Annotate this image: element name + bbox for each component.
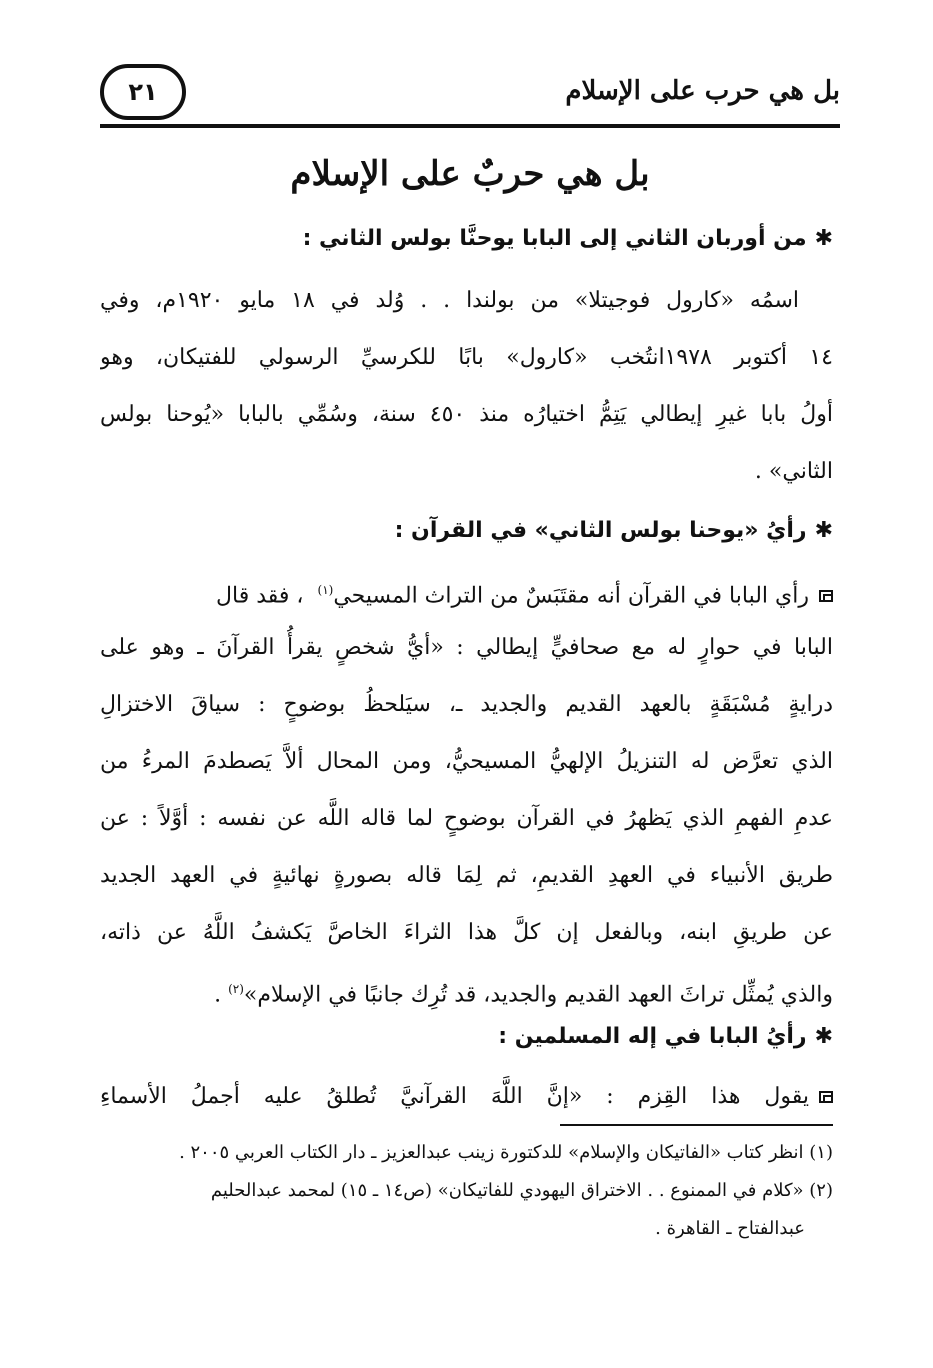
square-bullet-icon	[819, 590, 833, 602]
running-title: بل هي حرب على الإسلام	[565, 76, 840, 106]
footnote-mark-1: (١)	[317, 583, 334, 597]
asterisk-icon: ✱	[814, 1024, 833, 1049]
section-heading-2	[100, 518, 833, 543]
text-line	[100, 562, 833, 619]
section-heading-text: رأيُ «يوحنا بولس الثاني» في القرآن :	[394, 518, 807, 543]
paragraph-3	[100, 1068, 833, 1125]
text-line-content: والذي يُمثِّل تراثَ العهد القديم والجديد، قد تُرِك جانبًا في الإسلام»	[243, 982, 833, 1008]
section-heading-text: من أوربان الثاني إلى البابا يوحنَّا بولس الثاني :	[302, 226, 807, 251]
text-line: عن طريقِ ابنه، وبالفعل إن كلَّ هذا الثراءَ الخاصَّ يَكشفُ اللَّهُ عن ذاته،	[100, 920, 833, 945]
paragraph-2	[100, 562, 833, 1018]
header-rule	[100, 124, 840, 128]
text-line: الذي تعرَّض له التنزيلُ الإلهيُّ المسيحيُّ، ومن المحال ألاَّ يَصطدمَ المرءُ من	[100, 749, 833, 774]
section-heading-text: رأيُ البابا في إله المسلمين :	[498, 1024, 807, 1049]
footnote-mark-2: (٢)	[228, 982, 244, 996]
text-line: طريق الأنبياء في العهدِ القديمِ، ثم لِمَا قاله بصورةٍ نهائيةٍ في العهد الجديد	[100, 863, 833, 888]
text-line-tail: ، فقد قال	[216, 583, 304, 609]
asterisk-icon: ✱	[814, 518, 833, 543]
text-line: الثاني» .	[754, 459, 833, 484]
asterisk-icon: ✱	[814, 226, 833, 251]
footnotes	[100, 1134, 833, 1248]
footnote-2: (٢) «كلام في الممنوع . . الاختراق اليهودي للفاتيكان» (ص١٤ ـ ١٥) لمحمد عبدالحليم	[210, 1180, 833, 1201]
text-line: والذي يُمثِّل تراثَ العهد القديم والجديد، قد تُرِك جانبًا في الإسلام»$^{(٢)}$ .	[214, 982, 833, 1008]
square-bullet-icon	[819, 1091, 833, 1103]
footnote-rule	[560, 1124, 833, 1126]
text-line-content: رأي البابا في القرآن أنه مقتَبَسٌ من التراث المسيحي	[333, 583, 809, 609]
footnote-2-continued: عبدالفتاح ـ القاهرة .	[655, 1218, 805, 1239]
text-line	[100, 1068, 833, 1125]
section-heading-3	[100, 1024, 833, 1049]
text-line: البابا في حوارٍ له مع صحافيٍّ إيطالي : «أيُّ شخصٍ يقرأُ القرآنَ ـ وهو على	[100, 635, 833, 660]
text-line: أولُ بابا غيرِ إيطالي يَتِمُّ اختيارُه منذ ٤٥٠ سنة، وسُمِّي بالبابا «يُوحنا بولس	[100, 402, 833, 427]
footnote-1: (١) انظر كتاب «الفاتيكان والإسلام» للدكتورة زينب عبدالعزيز ـ دار الكتاب العربي ٢٠٠٥ .	[179, 1142, 833, 1163]
chapter-title: بل هي حربٌ على الإسلام	[290, 154, 650, 194]
page-number: ٢١	[100, 64, 186, 120]
text-line: اسمُه «كارول فوجيتلا» من بولندا . . وُلد في ١٨ مايو ١٩٢٠م، وفي	[100, 288, 799, 313]
paragraph-1	[100, 272, 833, 500]
text-line: عدمِ الفهمِ الذي يَظهرُ في القرآن بوضوحٍ لما قاله اللَّه عن نفسه : أوَّلاً : عن	[100, 806, 833, 831]
running-header	[100, 62, 840, 132]
text-line-content: يقول هذا القِزم : «إنَّ اللَّهَ القرآنيَّ تُطلقُ عليه أجملُ الأسماءِ	[100, 1084, 809, 1109]
text-line: ١٤ أكتوبر ١٩٧٨انتُخب «كارول» بابًا للكرسيِّ الرسولي للفتيكان، وهو	[100, 345, 833, 370]
section-heading-1	[100, 226, 833, 251]
text-line: درايةٍ مُسْبَقَةٍ بالعهد القديم والجديد ـ، سيَلحظُ بوضوحٍ : سياقَ الاختزالِ	[100, 692, 833, 717]
